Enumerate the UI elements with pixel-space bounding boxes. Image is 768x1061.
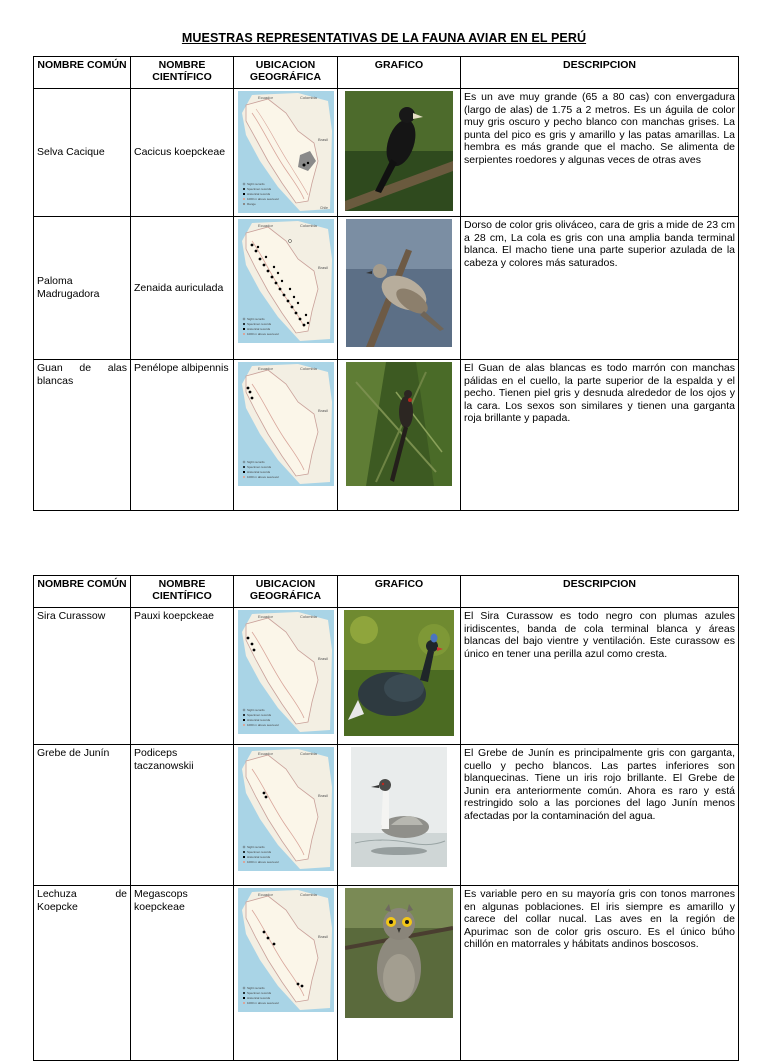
header-common-name: NOMBRE COMÚN	[34, 576, 131, 608]
bird-photo-owl	[345, 888, 453, 1018]
map-legend-item: Historical records	[246, 192, 270, 196]
fauna-table-1	[33, 56, 739, 511]
map-label-chile: Chile	[319, 206, 328, 210]
common-name	[34, 360, 131, 511]
distribution-map	[234, 886, 338, 1061]
distribution-map	[234, 217, 338, 360]
bird-photo-dove	[346, 219, 452, 347]
map-label-colombia: Colombia	[299, 614, 317, 619]
distribution-map	[234, 745, 338, 886]
map-label-colombia: Colombia	[299, 892, 317, 897]
map-label-colombia: Colombia	[299, 95, 317, 100]
map-legend-item: Range	[246, 202, 256, 206]
header-common-name: NOMBRE COMÚN	[34, 57, 131, 89]
table-header-row	[34, 57, 739, 89]
header-scientific-name: NOMBRE CIENTÍFICO	[131, 576, 234, 608]
scientific-name: Zenaida auriculada	[131, 217, 234, 360]
bird-photo-cell	[338, 608, 461, 745]
map-legend-item: Specimen records	[246, 850, 271, 854]
scientific-name: Megascops koepckeae	[131, 886, 234, 1061]
map-legend-item: Specimen records	[246, 991, 271, 995]
map-label-colombia: Colombia	[299, 223, 317, 228]
map-legend-item: Specimen records	[246, 322, 271, 326]
description: El Sira Curassow es todo negro con plumas azules iridiscentes, banda de cola terminal blanca y áreas blancas del bajo vientre y ventilación. Este curassow es único en tener una perilla azul como cresta.	[461, 608, 739, 745]
bird-photo-guan	[346, 362, 452, 486]
table-row	[34, 608, 739, 745]
header-graphic: GRAFICO	[338, 576, 461, 608]
map-label-brasil: Brasil	[317, 934, 328, 939]
map-label-brasil: Brasil	[317, 408, 328, 413]
map-legend-item: 1000 m above sea level	[246, 860, 279, 864]
map-legend-item: Specimen records	[246, 465, 271, 469]
page-title: MUESTRAS REPRESENTATIVAS DE LA FAUNA AVIAR EN EL PERÚ	[181, 31, 587, 45]
map-legend-item: 1000 m above sea level	[246, 475, 279, 479]
table-row	[34, 89, 739, 217]
description: Es un ave muy grande (65 a 80 cas) con envergadura (largo de alas) de 1.75 a 2 metros. Es un águila de color muy gris oscuro y pecho blanco con manchas grises. La punta del pico es gris y amarillo y las patas amarillas. La hembra es más grande que el macho. Se alimenta de serpientes roedores y algunas veces de otras aves	[461, 89, 739, 217]
map-legend-item: Historical records	[246, 718, 270, 722]
bird-photo-cell	[338, 745, 461, 886]
common-name: Paloma Madrugadora	[34, 217, 131, 360]
description: El Guan de alas blancas es todo marrón con manchas pálidas en el cuello, la parte superior de la espalda y el pecho. Tienen piel gris y desnuda alrededor de los ojos y la cara. Los sexos son similares y tienen una garganta roja brillante y papada.	[461, 360, 739, 511]
header-location: UBICACION GEOGRÁFICA	[234, 576, 338, 608]
description: Dorso de color gris oliváceo, cara de gris a mide de 23 cm a 28 cm, La cola es gris con una amplia banda terminal blanca. El macho tiene una parte superior azulada de la cabeza y colores más saturados.	[461, 217, 739, 360]
map-label-brasil: Brasil	[317, 137, 328, 142]
peru-map-image	[238, 747, 334, 871]
peru-map-image	[238, 91, 334, 213]
distribution-map	[234, 360, 338, 511]
map-legend-item: Historical records	[246, 855, 270, 859]
table-row	[34, 745, 739, 886]
map-legend-item: 1000 m above sea level	[246, 723, 279, 727]
table-header-row	[34, 576, 739, 608]
header-description: DESCRIPCION	[461, 576, 739, 608]
map-legend-item: Sight records	[246, 317, 265, 321]
distribution-map	[234, 608, 338, 745]
map-legend-item: Sight records	[246, 182, 265, 186]
fauna-table-2	[33, 575, 739, 1061]
map-legend-item: Historical records	[246, 327, 270, 331]
header-description: DESCRIPCION	[461, 57, 739, 89]
peru-map-image	[238, 610, 334, 734]
peru-map-image	[238, 362, 334, 486]
map-legend-item: Historical records	[246, 470, 270, 474]
scientific-name: Podiceps taczanowskii	[131, 745, 234, 886]
header-graphic: GRAFICO	[338, 57, 461, 89]
common-name: Sira Curassow	[34, 608, 131, 745]
common-name	[34, 886, 131, 1061]
table-row	[34, 217, 739, 360]
description: Es variable pero en su mayoría gris con tonos marrones en algunas poblaciones. El iris siempre es amarillo y carece del collar nucal. Las aves en la región de Apurimac son de color gris oscuro. Es el único búho chillón en matorrales y hábitats andinos boscosos.	[461, 886, 739, 1061]
map-label-colombia: Colombia	[299, 751, 317, 756]
map-label-ecuador: Ecuador	[257, 892, 273, 897]
scientific-name: Pauxi koepckeae	[131, 608, 234, 745]
bird-photo-cell	[338, 89, 461, 217]
map-legend-item: Specimen records	[246, 187, 271, 191]
scientific-name: Penélope albipennis	[131, 360, 234, 511]
map-label-colombia: Colombia	[299, 366, 317, 371]
distribution-map	[234, 89, 338, 217]
common-name: Selva Cacique	[34, 89, 131, 217]
map-legend-item: Sight records	[246, 708, 265, 712]
map-label-brasil: Brasil	[317, 265, 328, 270]
bird-photo-cell	[338, 360, 461, 511]
map-legend-item: 1000 m above sea level	[246, 332, 279, 336]
peru-map-image	[238, 888, 334, 1012]
map-legend-item: Specimen records	[246, 713, 271, 717]
bird-photo-grebe	[351, 747, 447, 867]
map-label-ecuador: Ecuador	[257, 614, 273, 619]
description: El Grebe de Junín es principalmente gris con garganta, cuello y pecho blancos. Las partes inferiores son blanquecinas. Tiene un iris rojo brillante. El Grebe de Junin era anteriormente común. Ahora es raro y está restringido solo a las porciones del lago Junín menos afectadas por la contaminación del agua.	[461, 745, 739, 886]
scientific-name: Cacicus koepckeae	[131, 89, 234, 217]
map-legend-item: Sight records	[246, 986, 265, 990]
peru-map-image	[238, 219, 334, 343]
map-label-ecuador: Ecuador	[257, 95, 273, 100]
map-label-ecuador: Ecuador	[257, 223, 273, 228]
map-legend-item: Sight records	[246, 845, 265, 849]
bird-photo-cell	[338, 886, 461, 1061]
common-name: Grebe de Junín	[34, 745, 131, 886]
map-legend-item: 1000 m above sea level	[246, 1001, 279, 1005]
bird-photo-cacique	[345, 91, 453, 211]
map-label-brasil: Brasil	[317, 793, 328, 798]
map-label-ecuador: Ecuador	[257, 366, 273, 371]
table-row	[34, 886, 739, 1061]
header-scientific-name: NOMBRE CIENTÍFICO	[131, 57, 234, 89]
bird-photo-curassow	[344, 610, 454, 736]
map-legend-item: 1000 m above sea level	[246, 197, 279, 201]
map-label-ecuador: Ecuador	[257, 751, 273, 756]
header-location: UBICACION GEOGRÁFICA	[234, 57, 338, 89]
map-legend-item: Historical records	[246, 996, 270, 1000]
common-name-text: Lechuza de Koepcke	[37, 888, 127, 913]
table-row	[34, 360, 739, 511]
map-legend-item: Sight records	[246, 460, 265, 464]
bird-photo-cell	[338, 217, 461, 360]
common-name-text: Guan de alas blancas	[37, 362, 127, 387]
map-label-brasil: Brasil	[317, 656, 328, 661]
